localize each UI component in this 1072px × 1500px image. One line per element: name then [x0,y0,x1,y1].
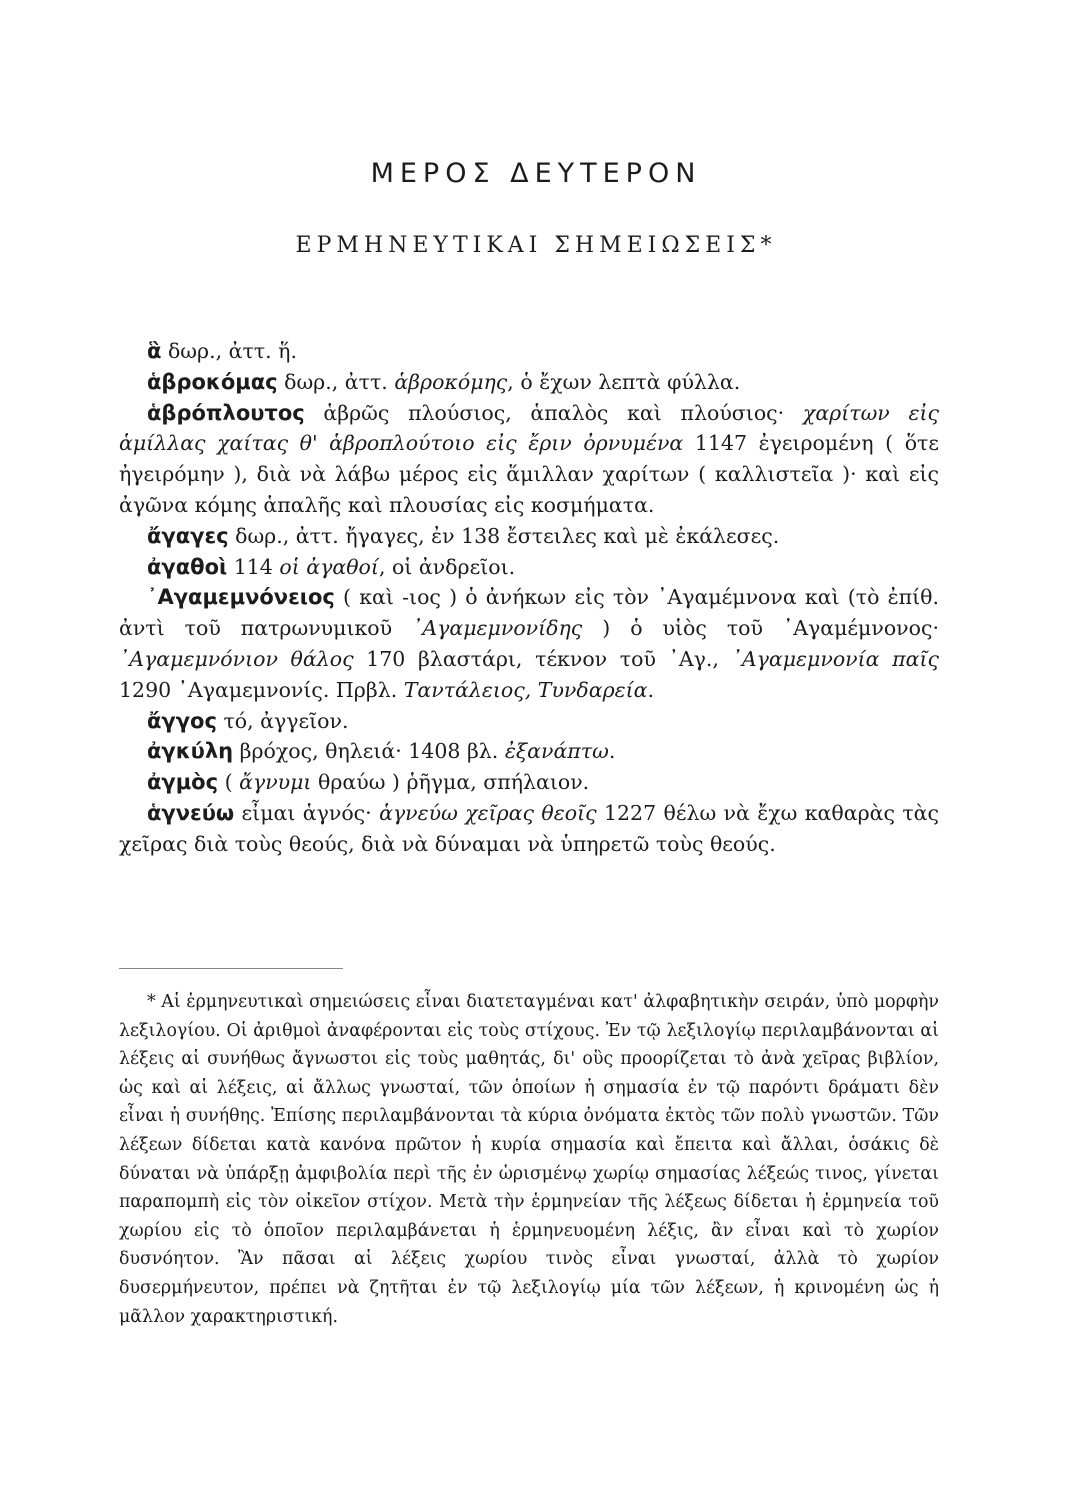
glossary-entry [119,398,939,521]
section-title: ΕΡΜΗΝΕΥΤΙΚΑΙ ΣΗΜΕΙΩΣΕΙΣ* [295,233,777,258]
entry-quote: ἁγνεύω χεῖρας θεοῖς [379,800,597,825]
glossary-entry [119,367,939,398]
entry-quote: ἄγνυμι [239,770,312,795]
glossary-entry [119,736,939,767]
entry-text: τό, ἀγγεῖον. [216,708,349,733]
glossary-entry [119,798,939,860]
entry-text: ( καὶ -ιος ) ὁ ἀνήκων εἰς τὸν ᾿Αγαμέμνονα καὶ (τὸ ἐπίθ. ἀντὶ τοῦ πατρωνυμικοῦ [119,585,939,641]
entry-quote: ᾿Αγαμεμνονία παῖς [731,646,939,671]
entry-quote: ᾿Αγαμεμνονίδης [412,616,583,641]
entry-quote: χαρίτων εἰς ἁμίλλας χαίτας θ' ἁβροπλούτοιο εἰς ἔριν ὀρνυμένα [119,400,939,456]
entry-text: ἁβρῶς πλούσιος, ἁπαλὸς καὶ πλούσιος· [304,400,803,425]
entry-text: , ὁ ἔχων λεπτὰ φύλλα. [507,369,741,394]
entry-headword: ἃ [147,339,162,363]
entry-quote: Ταντάλειος, Τυνδαρεία [403,677,648,702]
entry-quote: ἐξανάπτω [504,739,609,764]
entry-headword: ἀγαθοὶ [147,554,228,579]
entry-headword: ἀγκύλη [147,739,234,764]
glossary-entry [119,521,939,552]
page-heading: ΜΕΡΟΣ ΔΕΥΤΕΡΟΝ [370,158,702,189]
footnote-rule [119,968,343,969]
glossary-entry [119,552,939,583]
entry-headword: ἁβροκόμας [147,369,278,394]
glossary-entry [119,767,939,798]
entry-text: . [647,677,655,702]
entry-quote: ἁβροκόμης [394,369,508,394]
entry-text: ) ὁ υἱὸς τοῦ ᾿Αγαμέμνονος· [582,616,939,641]
entry-text: δωρ., ἀττ. ἥ. [161,339,297,363]
entry-headword: ᾿Αγαμεμνόνειος [147,585,335,610]
entry-headword: ἁβρόπλουτος [147,400,305,425]
glossary-entry [119,582,939,705]
entry-text: βρόχος, θηλειά· 1408 βλ. [233,739,505,764]
entry-text: 1227 θέλω νὰ ἔχω καθαρὰς τὰς χεῖρας διὰ τοὺς θεούς, διὰ νὰ δύναμαι νὰ ὑπηρετῶ τοὺς θεούς. [119,800,940,856]
entry-text: δωρ., ἀττ. ἤγαγες, ἐν 138 ἔστειλες καὶ μὲ ἐκάλεσες. [228,523,780,548]
footnote: * Αἱ ἑρμηνευτικαὶ σημειώσεις εἶναι διατεταγμέναι κατ' ἀλφαβητικὴν σειράν, ὑπὸ μορφὴν λεξιλογίου. Οἱ ἀριθμοὶ ἀναφέρονται εἰς τοὺς στίχους. Ἐν τῷ λεξιλογίῳ περιλαμβάνονται αἱ λέξεις αἱ συνήθως ἄγνωστοι εἰς τοὺς μαθητάς, δι' οὓς προορίζεται τὸ ἀνὰ χεῖρας βιβλίον, ὡς καὶ αἱ λέξεις, αἱ ἄλλως γνωσταί, τῶν ὁποίων ἡ σημασία ἐν τῷ παρόντι δράματι δὲν εἶναι ἡ συνήθης. Ἐπίσης περιλαμβάνονται τὰ κύρια ὀνόματα ἐκτὸς τῶν πολὺ γνωστῶν. Τῶν λέξεων δίδεται κατὰ κανόνα πρῶτον ἡ κυρία σημασία καὶ ἔπειτα καὶ ἄλλαι, ὁσάκις δὲ δύναται νὰ ὑπάρξῃ ἀμφιβολία περὶ τῆς ἐν ὡρισμένῳ χωρίῳ σημασίας λέξεώς τινος, γίνεται παραπομπὴ εἰς τὸν οἰκεῖον στίχον. Μετὰ τὴν ἑρμηνείαν τῆς λέξεως δίδεται ἡ ἑρμηνεία τοῦ χωρίου εἰς τὸ ὁποῖον περιλαμβάνεται ἡ ἑρμηνευομένη λέξις, ἂν εἶναι καὶ τὸ χωρίον δυσνόητον. Ἂν πᾶσαι αἱ λέξεις χωρίου τινὸς εἶναι γνωσταί, ἀλλὰ τὸ χωρίον δυσερμήνευτον, πρέπει νὰ ζητῆται ἐν τῷ λεξιλογίῳ μία τῶν λέξεων, ἡ κρινομένη ὡς ἡ μᾶλλον χαρακτηριστική. [119,992,939,1327]
entry-quote: οἱ ἀγαθοί [279,554,379,579]
entry-headword: ἁγνεύω [147,800,235,825]
glossary-entries [119,336,939,860]
entry-text: 1147 ἐγειρομένη ( ὅτε ἠγειρόμην ), διὰ νὰ λάβω μέρος εἰς ἅμιλλαν χαρίτων ( καλλιστεῖα )· καὶ εἰς ἀγῶνα κόμης ἁπαλῆς καὶ πλουσίας εἰς κοσμήματα. [119,431,939,517]
entry-headword: ἄγγος [147,708,217,733]
entry-text: 114 [227,554,280,579]
entry-quote: ᾿Αγαμεμνόνιον θάλος [119,646,354,671]
glossary-entry [119,706,939,737]
entry-text: . [608,739,616,764]
glossary-entry [119,336,939,367]
entry-text: ( [218,770,240,795]
entry-text: , οἱ ἀνδρεῖοι. [378,554,516,579]
entry-text: εἶμαι ἁγνός· [234,800,380,825]
entry-text: 1290 ᾿Αγαμεμνονίς. Πρβλ. [119,677,404,702]
entry-text: δωρ., ἀττ. [277,369,395,394]
entry-text: θραύω ) ῥῆγμα, σπήλαιον. [311,770,590,795]
entry-text: 170 βλαστάρι, τέκνον τοῦ ᾿Αγ., [353,646,732,671]
entry-headword: ἀγμὸς [147,770,219,795]
entry-headword: ἄγαγες [147,523,229,548]
